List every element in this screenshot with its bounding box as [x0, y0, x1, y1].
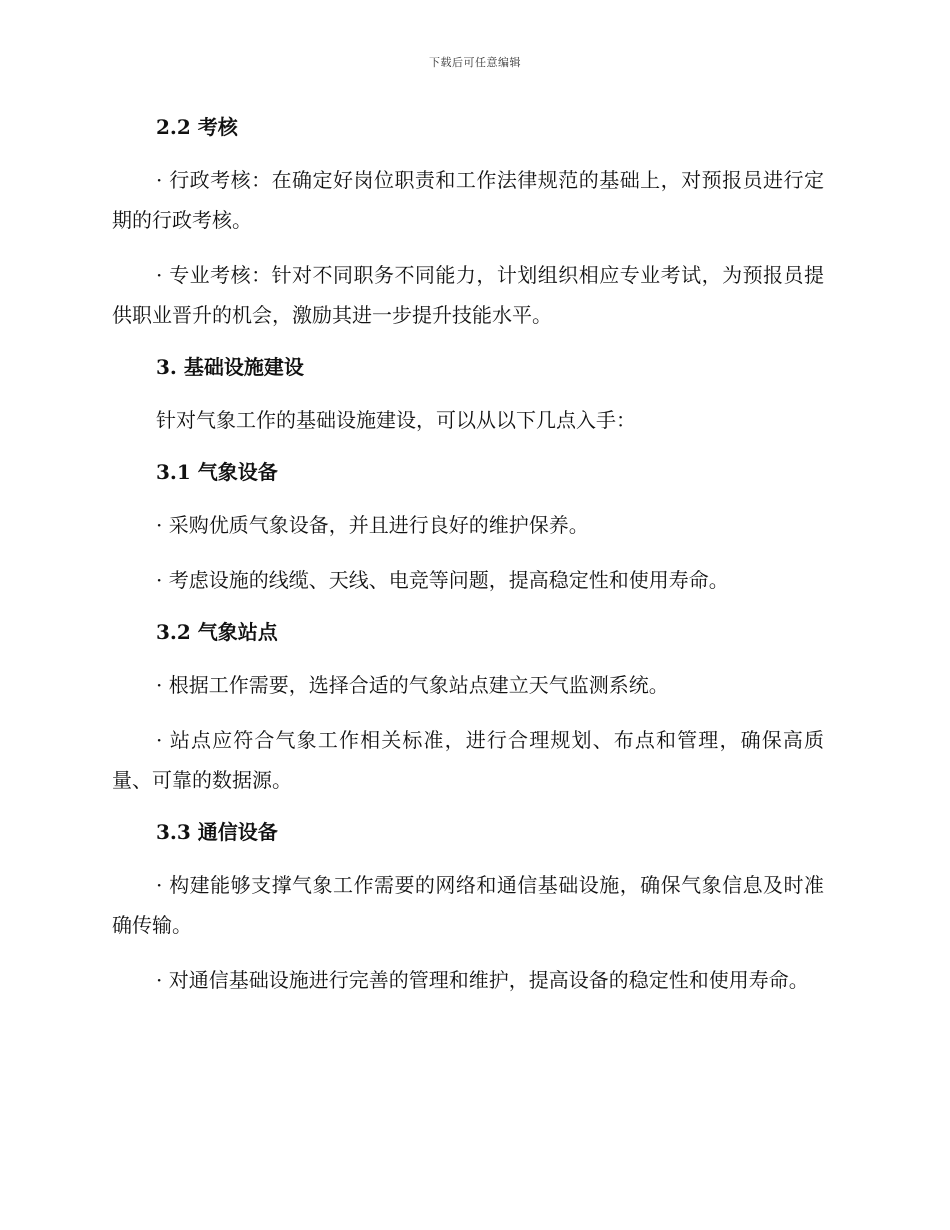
bullet-paragraph: · 根据工作需要，选择合适的气象站点建立天气监测系统。 — [156, 673, 669, 697]
bullet-paragraph: · 行政考核：在确定好岗位职责和工作法律规范的基础上，对预报员进行定期的行政考核。 — [112, 168, 824, 232]
document-body — [112, 110, 824, 1000]
bullet-paragraph: · 采购优质气象设备，并且进行良好的维护保养。 — [156, 513, 589, 537]
section-heading-2-2: 2.2 考核 — [156, 115, 238, 139]
bullet-paragraph: · 考虑设施的线缆、天线、电竞等问题，提高稳定性和使用寿命。 — [156, 568, 729, 592]
intro-paragraph: 针对气象工作的基础设施建设，可以从以下几点入手： — [156, 408, 636, 432]
bullet-paragraph: · 站点应符合气象工作相关标准，进行合理规划、布点和管理，确保高质量、可靠的数据源。 — [112, 728, 824, 792]
section-heading-3-2: 3.2 气象站点 — [156, 620, 278, 644]
bullet-paragraph: · 构建能够支撑气象工作需要的网络和通信基础设施，确保气象信息及时准确传输。 — [112, 873, 824, 937]
section-heading-3: 3. 基础设施建设 — [156, 355, 304, 379]
bullet-paragraph: · 对通信基础设施进行完善的管理和维护，提高设备的稳定性和使用寿命。 — [156, 968, 809, 992]
page-header: 下载后可任意编辑 — [429, 56, 521, 69]
section-heading-3-3: 3.3 通信设备 — [156, 820, 278, 844]
section-heading-3-1: 3.1 气象设备 — [156, 460, 278, 484]
bullet-paragraph: · 专业考核：针对不同职务不同能力，计划组织相应专业考试，为预报员提供职业晋升的机会，激励其进一步提升技能水平。 — [112, 263, 824, 327]
